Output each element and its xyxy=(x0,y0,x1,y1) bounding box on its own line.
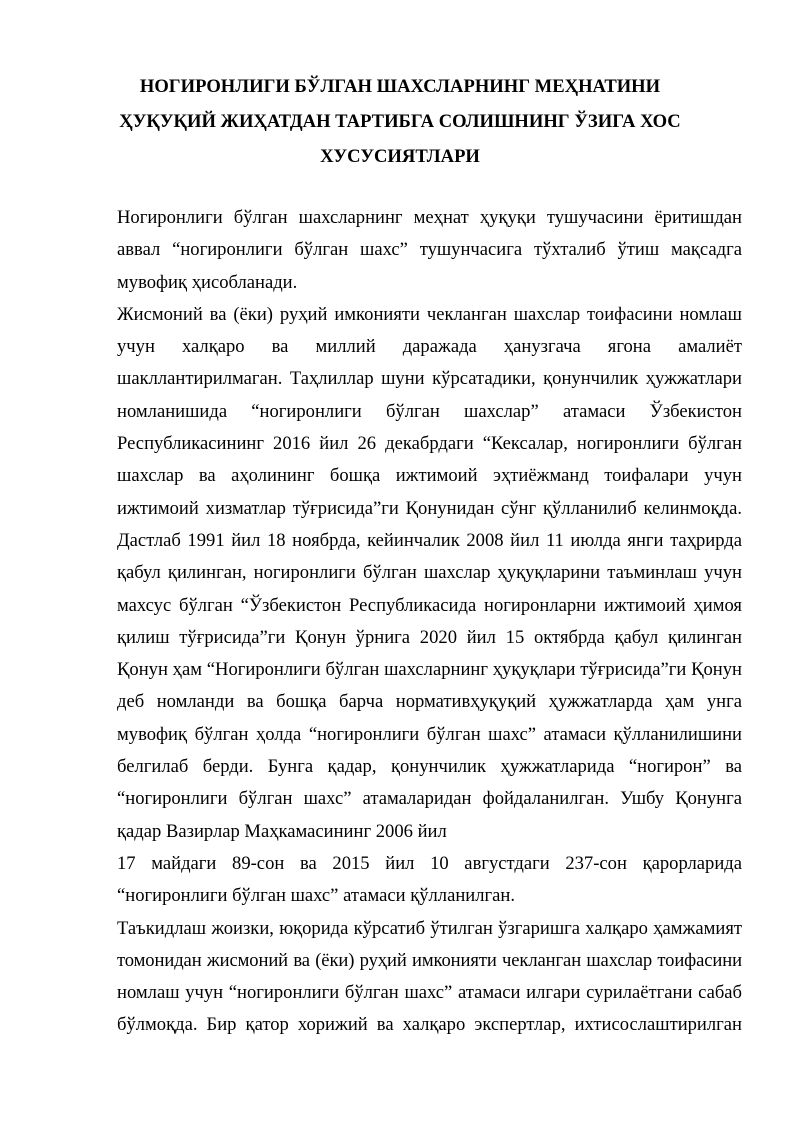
text-line: мувофиқ ҳисобланади. xyxy=(117,271,298,293)
text-line: қабул қилинган, ногиронлиги бўлган шахслар ҳуқуқларини таъминлаш учун xyxy=(117,562,742,584)
document-title xyxy=(100,69,700,174)
text-line: аввал “ногиронлиги бўлган шахс” тушунчасига тўхталиб ўтиш мақсадга xyxy=(117,239,742,261)
text-line: бўлмоқда. Бир қатор хорижий ва халқаро экспертлар, ихтисослаштирилган xyxy=(117,1014,742,1036)
text-line: учун халқаро ва миллий даражада ҳанузгача ягона амалиёт xyxy=(117,336,742,358)
text-line: Ногиронлиги бўлган шахсларнинг меҳнат ҳуқуқи тушучасини ёритишдан xyxy=(117,207,742,228)
text-line: деб номланди ва бошқа барча нормативҳуқуқий ҳужжатларда ҳам унга xyxy=(117,691,742,713)
text-line: белгилаб берди. Бунга қадар, қонунчилик ҳужжатларида “ногирон” ва xyxy=(117,756,742,778)
text-line: шакллантирилмаган. Таҳлиллар шуни кўрсатадики, қонунчилик ҳужжатлари xyxy=(117,368,742,390)
text-line: қадар Вазирлар Маҳкамасининг 2006 йил xyxy=(117,820,447,842)
text-line: Республикасининг 2016 йил 26 декабрдаги “Кексалар, ногиронлиги бўлган xyxy=(117,433,742,455)
text-line: Қонун ҳам “Ногиронлиги бўлган шахсларнинг ҳуқуқлари тўғрисида”ги Қонун xyxy=(117,659,742,681)
text-line: Дастлаб 1991 йил 18 ноябрда, кейинчалик 2008 йил 11 июлда янги таҳрирда xyxy=(117,529,742,551)
text-line: номланишида “ногиронлиги бўлган шахслар” атамаси Ўзбекистон xyxy=(117,400,742,422)
text-line: ижтимоий хизматлар тўғрисида”ги Қонунидан сўнг қўлланилиб келинмоқда. xyxy=(117,497,742,519)
text-line: “ногиронлиги бўлган шахс” атамаси қўлланилган. xyxy=(117,885,515,907)
text-line: номлаш учун “ногиронлиги бўлган шахс” атамаси илгари сурилаётгани сабаб xyxy=(117,982,742,1004)
text-line: “ногиронлиги бўлган шахс” атамаларидан фойдаланилган. Ушбу Қонунга xyxy=(117,788,742,810)
text-line: қилиш тўғрисида”ги Қонун ўрнига 2020 йил 15 октябрда қабул қилинган xyxy=(117,626,742,648)
title-line-3: ХУСУСИЯТЛАРИ xyxy=(320,146,480,167)
text-line: Таъкидлаш жоизки, юқорида кўрсатиб ўтилган ўзгаришга халқаро ҳамжамият xyxy=(117,917,742,939)
text-line: Жисмоний ва (ёки) руҳий имконияти чекланган шахслар тоифасини номлаш xyxy=(117,303,742,325)
text-line: шахслар ва аҳолининг бошқа ижтимоий эҳтиёжманд тоифалари учун xyxy=(117,465,742,487)
text-line: мувофиқ бўлган ҳолда “ногиронлиги бўлган шахс” атамаси қўлланилишини xyxy=(117,723,742,745)
text-line: махсус бўлган “Ўзбекистон Республикасида ногиронларни ижтимоий ҳимоя xyxy=(117,594,742,616)
title-line-1: НОГИРОНЛИГИ БЎЛГАН ШАХСЛАРНИНГ МЕҲНАТИНИ xyxy=(139,76,661,97)
text-line: 17 майдаги 89-сон ва 2015 йил 10 августдаги 237-сон қарорларида xyxy=(117,852,742,874)
text-line: томонидан жисмоний ва (ёки) руҳий имконияти чекланган шахслар тоифасини xyxy=(117,949,742,971)
document-body xyxy=(117,202,742,1042)
title-line-2: ҲУҚУҚИЙ ЖИҲАТДАН ТАРТИБГА СОЛИШНИНГ ЎЗИГА ХОС xyxy=(119,111,681,132)
